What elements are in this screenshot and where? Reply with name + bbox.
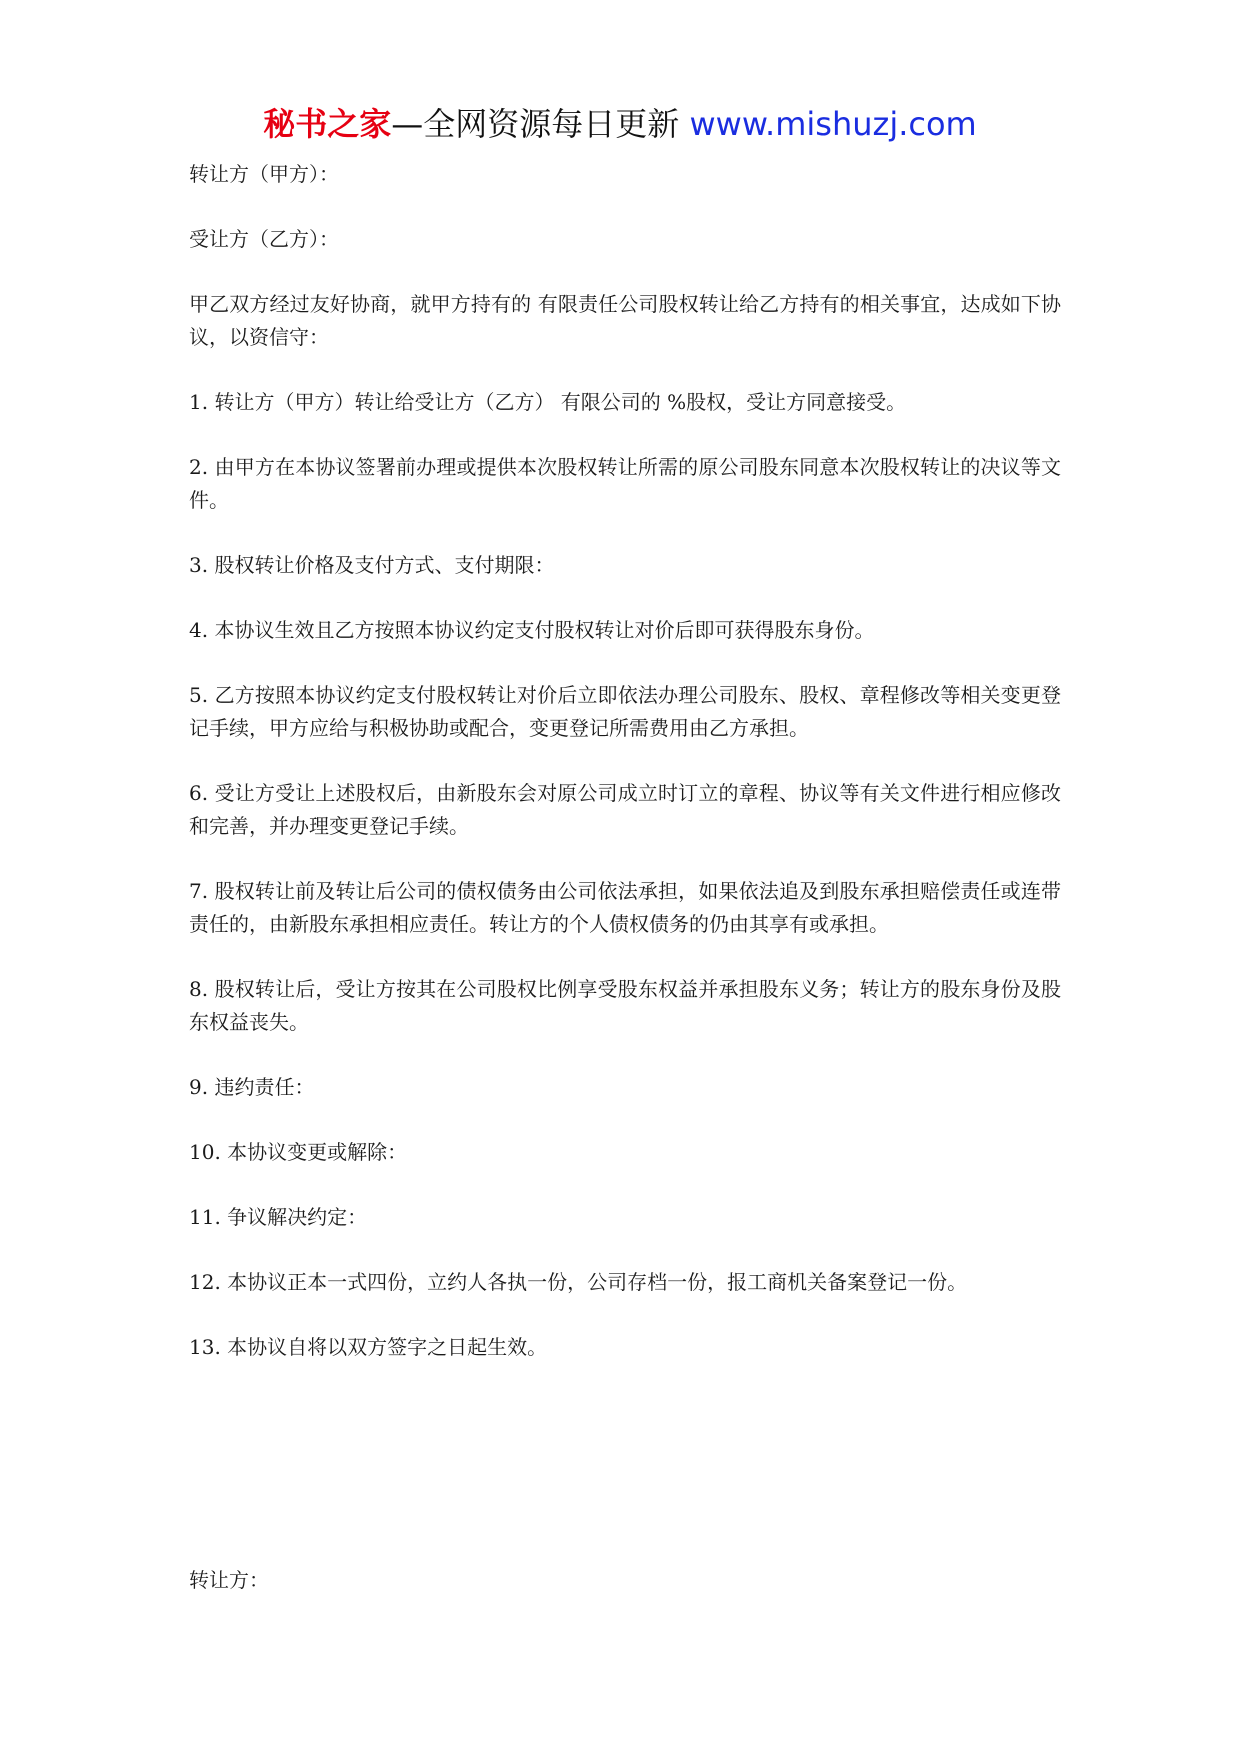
clause-8: 8. 股权转让后，受让方按其在公司股权比例享受股东权益并承担股东义务；转让方的股东身份及股东权益丧失。 bbox=[189, 977, 1061, 1034]
clause-11: 11. 争议解决约定： bbox=[189, 1205, 368, 1229]
signature-transferor: 转让方： bbox=[189, 1568, 269, 1592]
brand-name: 秘书之家 bbox=[263, 105, 392, 143]
clause-12: 12. 本协议正本一式四份，立约人各执一份，公司存档一份，报工商机关备案登记一份。 bbox=[189, 1270, 968, 1294]
clause-10: 10. 本协议变更或解除： bbox=[189, 1140, 408, 1164]
watermark-header bbox=[0, 100, 1240, 148]
clause-6: 6. 受让方受让上述股权后，由新股东会对原公司成立时订立的章程、协议等有关文件进行相应修改和完善，并办理变更登记手续。 bbox=[189, 781, 1061, 838]
clause-1: 1. 转让方（甲方）转让给受让方（乙方） 有限公司的 %股权，受让方同意接受。 bbox=[189, 390, 907, 414]
document-body bbox=[189, 158, 1061, 1396]
brand-url: www.mishuzj.com bbox=[689, 105, 977, 143]
brand-tagline: —全网资源每日更新 bbox=[391, 105, 690, 143]
clause-7: 7. 股权转让前及转让后公司的债权债务由公司依法承担，如果依法追及到股东承担赔偿责任或连带责任的，由新股东承担相应责任。转让方的个人债权债务的仍由其享有或承担。 bbox=[189, 879, 1061, 936]
preamble: 甲乙双方经过友好协商，就甲方持有的 有限责任公司股权转让给乙方持有的相关事宜，达成如下协议，以资信守： bbox=[189, 292, 1061, 349]
clause-9: 9. 违约责任： bbox=[189, 1075, 315, 1099]
clause-2: 2. 由甲方在本协议签署前办理或提供本次股权转让所需的原公司股东同意本次股权转让的决议等文件。 bbox=[189, 455, 1061, 512]
clause-3: 3. 股权转让价格及支付方式、支付期限： bbox=[189, 553, 555, 577]
party-transferee: 受让方（乙方）： bbox=[189, 227, 339, 251]
clause-4: 4. 本协议生效且乙方按照本协议约定支付股权转让对价后即可获得股东身份。 bbox=[189, 618, 875, 642]
clause-5: 5. 乙方按照本协议约定支付股权转让对价后立即依法办理公司股东、股权、章程修改等相关变更登记手续，甲方应给与积极协助或配合，变更登记所需费用由乙方承担。 bbox=[189, 683, 1061, 740]
clause-13: 13. 本协议自将以双方签字之日起生效。 bbox=[189, 1335, 548, 1359]
party-transferor: 转让方（甲方）： bbox=[189, 162, 339, 186]
